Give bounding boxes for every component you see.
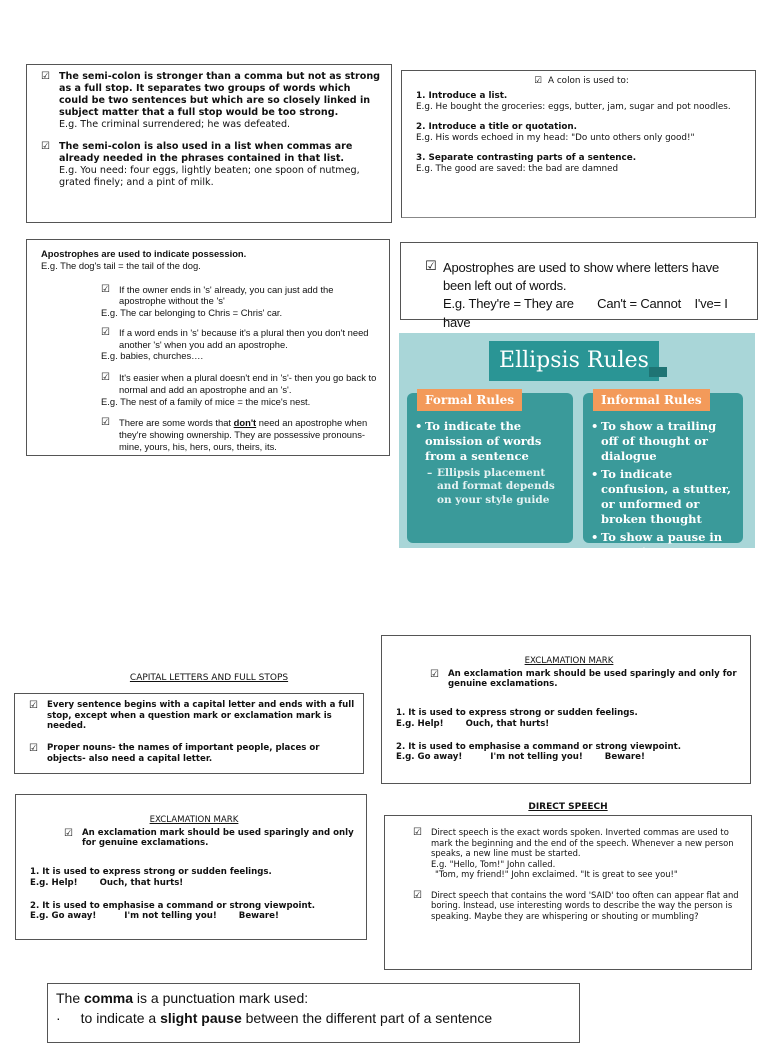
informal-rule-item: • To show a pause in narration or dialogue — [591, 530, 737, 575]
informal-rules-label: Informal Rules — [593, 389, 710, 411]
semicolon-rule-1: ☑ The semi-colon is stronger than a comma but not as strong as a full stop. It separates two groups of words which could be two sentences but which are so closely linked in subject matter that a full stop would be too strong. E.g. The criminal surrendered; he was defeated. — [41, 71, 381, 130]
formal-rules-label: Formal Rules — [417, 389, 522, 411]
exclamation-example-2: E.g. Go away! I'm not telling you! Beware! — [396, 752, 645, 763]
formal-rule-subitem: – Ellipsis placement and format depends on your style guide — [415, 467, 567, 508]
checkbox-icon: ☑ — [430, 668, 439, 680]
exclamation-item-1: 1. It is used to express strong or sudden feelings. — [396, 708, 638, 719]
exclamation-box-left — [15, 794, 367, 940]
capitals-rule-1: ☑ Every sentence begins with a capital letter and ends with a full stop, except when a question mark or exclamation mark is needed. — [29, 700, 355, 732]
checkbox-icon: ☑ — [425, 259, 437, 274]
checkbox-icon: ☑ — [41, 140, 50, 152]
apostrophe-example-2: E.g. babies, churches…. — [101, 350, 204, 362]
colon-item-3: 3. Separate contrasting parts of a sentence. E.g. The good are saved: the bad are damned — [416, 152, 637, 174]
exclamation-title: EXCLAMATION MARK — [149, 815, 239, 825]
checkbox-icon: ☑ — [101, 283, 110, 295]
informal-rules-card — [583, 393, 743, 574]
exclamation-example-2: E.g. Go away! I'm not telling you! Beware! — [30, 911, 279, 922]
checkbox-icon: ☑ — [413, 889, 422, 901]
informal-rule-item: • To show a trailing off of thought or dialogue — [591, 419, 737, 464]
colon-intro: ☑ A colon is used to: — [534, 76, 629, 86]
formal-rules-card — [407, 393, 573, 543]
semicolon-example-2: E.g. You need: four eggs, lightly beaten; one spoon of nutmeg, grated finely; and a pint of milk. — [59, 164, 360, 188]
apostrophe-rule-3: ☑ It's easier when a plural doesn't end in 's'- then you go back to normal and add an apostrophe and an 's'. — [101, 372, 377, 395]
apostrophe-omission-box — [400, 242, 758, 330]
exclamation-box-right — [381, 635, 751, 784]
formal-rule-item: • To indicate the omission of words from a sentence — [415, 419, 567, 464]
exclamation-intro: ☑ An exclamation mark should be used sparingly and only for genuine exclamations. — [64, 827, 354, 849]
ellipsis-rules-panel — [399, 333, 755, 574]
apostrophe-rule-2: ☑ If a word ends in 's' because it's a plural then you don't need another 's' when you add an apostrophe. — [101, 326, 369, 350]
comma-rule: · to indicate a slight pause between the different part of a sentence — [56, 1009, 493, 1026]
direct-speech-title: DIRECT SPEECH — [528, 802, 608, 812]
direct-speech-rule-2: ☑ Direct speech that contains the word 'SAID' too often can appear flat and boring. Instead, use interesting words to describe the way the person is speaking. Maybe they are whispering or shouting or mumbling? — [413, 889, 739, 921]
exclamation-item-1: 1. It is used to express strong or sudden feelings. — [30, 867, 272, 878]
apostrophe-example-3: E.g. The nest of a family of mice = the mice's nest. — [101, 395, 311, 407]
apostrophe-rule-1: ☑ If the owner ends in 's' already, you can just add the apostrophe without the 's' — [101, 283, 334, 307]
checkbox-icon: ☑ — [64, 827, 73, 839]
informal-rule-item: • To indicate confusion, a stutter, or unformed or broken thought — [591, 467, 737, 527]
exclamation-intro: ☑ An exclamation mark should be used sparingly and only for genuine exclamations. — [430, 668, 737, 690]
capitals-box — [14, 693, 364, 774]
exclamation-title: EXCLAMATION MARK — [524, 656, 614, 666]
direct-speech-box — [384, 815, 752, 970]
omission-rule: ☑ Apostrophes are used to show where letters have been left out of words. E.g. They're = They are Can't = Cannot I've= I have — [425, 259, 747, 332]
exclamation-example-1: E.g. Help! Ouch, that hurts! — [396, 718, 550, 729]
checkbox-icon: ☑ — [101, 326, 110, 338]
apostrophe-example-1: E.g. The car belonging to Chris = Chris' car. — [101, 307, 283, 318]
omission-examples: E.g. They're = They are Can't = Cannot I've= I have — [443, 296, 728, 330]
exclamation-item-2: 2. It is used to emphasise a command or strong viewpoint. — [30, 900, 315, 911]
apostrophe-heading: Apostrophes are used to indicate possession. — [41, 248, 247, 259]
semicolon-box — [26, 64, 392, 223]
capitals-rule-2: ☑ Proper nouns- the names of important people, places or objects- also need a capital letter. — [29, 743, 320, 764]
checkbox-icon: ☑ — [413, 827, 422, 838]
exclamation-example-1: E.g. Help! Ouch, that hurts! — [30, 877, 184, 888]
direct-speech-example-1: E.g. "Hello, Tom!" John called. — [431, 858, 556, 869]
apostrophe-example: E.g. The dog's tail = the tail of the dog. — [41, 259, 201, 271]
semicolon-rule-2: ☑ The semi-colon is also used in a list when commas are already needed in the phrases contained in that list. E.g. You need: four eggs, lightly beaten; one spoon of nutmeg, grated finely; and a pint of milk. — [41, 141, 381, 189]
checkbox-icon: ☑ — [29, 743, 38, 755]
colon-item-2: 2. Introduce a title or quotation. E.g. His words echoed in my head: "Do unto others only good!" — [416, 121, 695, 143]
checkbox-icon: ☑ — [29, 700, 38, 711]
colon-box — [401, 70, 756, 218]
checkbox-icon: ☑ — [101, 372, 110, 383]
exclamation-item-2: 2. It is used to emphasise a command or strong viewpoint. — [396, 741, 681, 752]
comma-intro: The comma is a punctuation mark used: — [56, 990, 309, 1006]
colon-item-1: 1. Introduce a list. E.g. He bought the groceries: eggs, butter, jam, sugar and pot noodles. — [416, 90, 731, 112]
apostrophe-rule-4: ☑ There are some words that don't need an apostrophe when they're showing ownership. They are possessive pronouns- mine, yours, his, hers, ours, theirs, its. — [101, 417, 368, 452]
bullet-icon: · — [56, 1009, 61, 1026]
ellipsis-title: Ellipsis Rules — [489, 341, 659, 381]
checkbox-icon: ☑ — [41, 71, 50, 82]
direct-speech-example-2: "Tom, my friend!" John exclaimed. "It is great to see you!" — [435, 869, 678, 879]
checkbox-icon: ☑ — [534, 76, 543, 86]
direct-speech-rule-1: ☑ Direct speech is the exact words spoken. Inverted commas are used to mark the beginning and the end of the speech. Whenever a new person speaks, a new line must be started. E.g. "Hello, Tom!" John called. "Tom, my friend!" John exclaimed. "It is great to see you!" — [413, 827, 743, 880]
apostrophe-possession-box — [26, 239, 390, 456]
capitals-title: CAPITAL LETTERS AND FULL STOPS — [129, 673, 289, 683]
semicolon-example-1: E.g. The criminal surrendered; he was defeated. — [59, 118, 291, 130]
comma-box — [47, 983, 580, 1043]
checkbox-icon: ☑ — [101, 417, 110, 429]
